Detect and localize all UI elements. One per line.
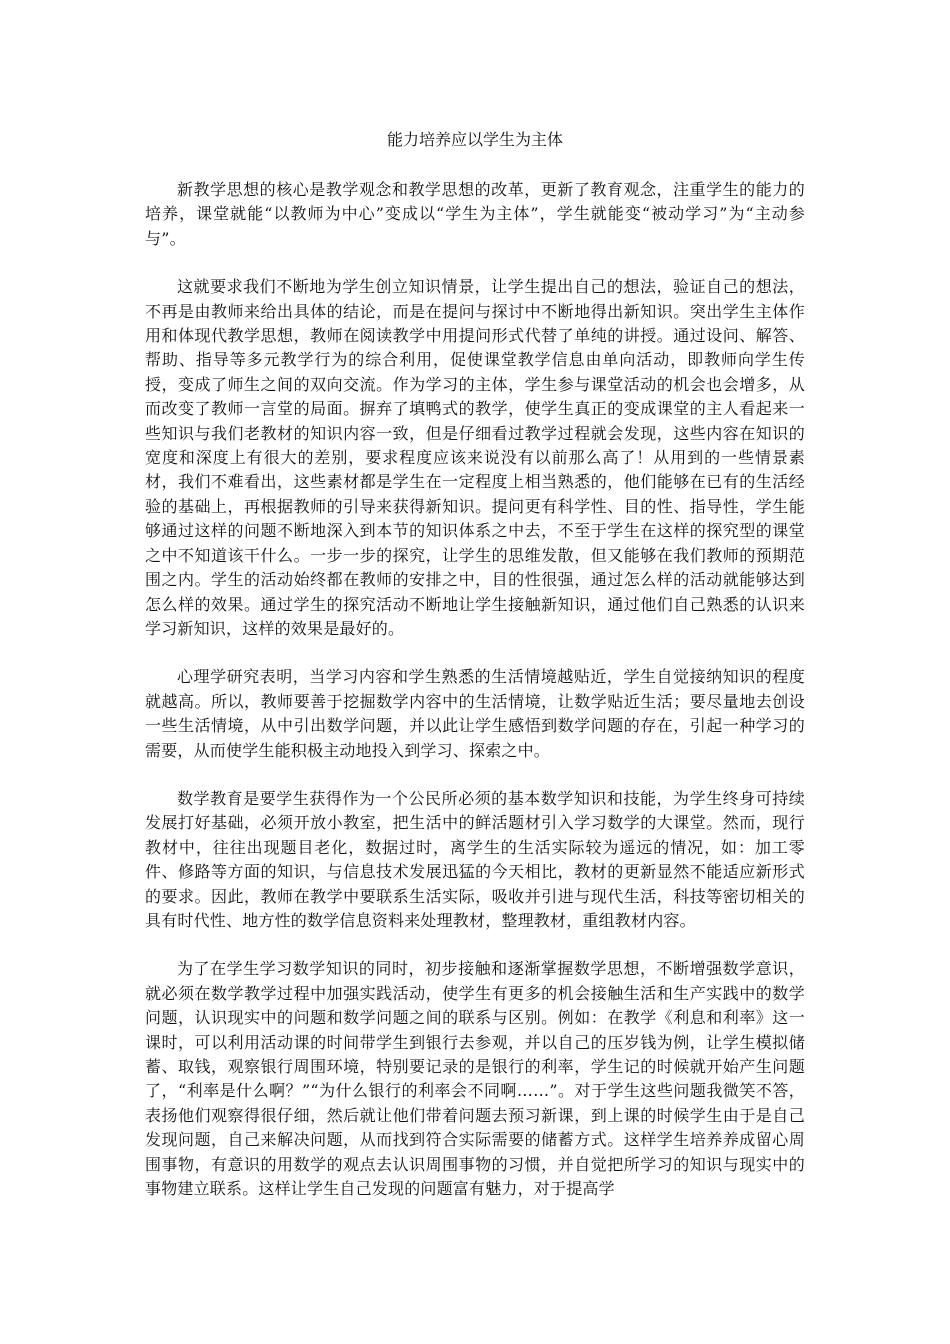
- paragraph-5: 为了在学生学习数学知识的同时，初步接触和逐渐掌握数学思想，不断增强数学意识，就必须在数学教学过程中加强实践活动，使学生有更多的机会接触生活和生产实践中的数学问题，认识现实中的问题和数学问题之间的联系与区别。例如：在教学《利息和利率》这一课时，可以利用活动课的时间带学生到银行去参观，并以自己的压岁钱为例，让学生模拟储蓄、取钱，观察银行周围环境，特别要记录的是银行的利率，学生记的时候就开始产生问题了，“利率是什么啊？”“为什么银行的利率会不同啊……”。对于学生这些问题我微笑不答，表扬他们观察得很仔细，然后就让他们带着问题去预习新课，到上课的时候学生由于是自己发现问题，自己来解决问题，从而找到符合实际需要的储蓄方式。这样学生培养养成留心周围事物，有意识的用数学的观点去认识周围事物的习惯，并自觉把所学习的知识与现实中的事物建立联系。这样让学生自己发现的问题富有魅力，对于提高学: [145, 959, 805, 1199]
- paragraph-2: 这就要求我们不断地为学生创立知识情景，让学生提出自己的想法，验证自己的想法，不再是由教师来给出具体的结论，而是在提问与探讨中不断地得出新知识。突出学生主体作用和体现代教学思想，教师在阅读教学中用提问形式代替了单纯的讲授。通过设问、解答、帮助、指导等多元教学行为的综合利用，促使课堂教学信息由单向活动，即教师向学生传授，变成了师生之间的双向交流。作为学习的主体，学生参与课堂活动的机会也会增多，从而改变了教师一言堂的局面。摒弃了填鸭式的教学，使学生真正的变成课堂的主人看起来一些知识与我们老教材的知识内容一致，但是仔细看过教学过程就会发现，这些内容在知识的宽度和深度上有很大的差别，要求程度应该来说没有以前那么高了！从用到的一些情景素材，我们不难看出，这些素材都是学生在一定程度上相当熟悉的，他们能够在已有的生活经验的基础上，再根据教师的引导来获得新知识。提问更有科学性、目的性、指导性，学生能够通过这样的问题不断地深入到本节的知识体系之中去，不至于学生在这样的探究型的课堂之中不知道该干什么。一步一步的探究，让学生的思维发散，但又能够在我们教师的预期范围之内。学生的活动始终都在教师的安排之中，目的性很强，通过怎么样的活动就能够达到怎么样的效果。通过学生的探究活动不断地让学生接触新知识，通过他们自己熟悉的认识来学习新知识，这样的效果是最好的。: [145, 277, 805, 638]
- paragraph-3: 心理学研究表明，当学习内容和学生熟悉的生活情境越贴近，学生自觉接纳知识的程度就越高。所以，教师要善于挖掘数学内容中的生活情境，让数学贴近生活；要尽量地去创设一些生活情境，从中引出数学问题，并以此让学生感悟到数学问题的存在，引起一种学习的需要，从而使学生能积极主动地投入到学习、探索之中。: [145, 667, 805, 760]
- document-title: 能力培养应以学生为主体: [386, 130, 563, 149]
- paragraph-1: 新教学思想的核心是教学观念和教学思想的改革，更新了教育观念，注重学生的能力的培养，课堂就能“以教师为中心”变成以“学生为主体”，学生就能变“被动学习”为“主动参与”。: [145, 180, 805, 248]
- document-body: [145, 178, 805, 1225]
- paragraph-4: 数学教育是要学生获得作为一个公民所必须的基本数学知识和技能，为学生终身可持续发展打好基础，必须开放小教室，把生活中的鲜活题材引入学习数学的大课堂。然而，现行教材中，往往出现题目老化，数据过时，离学生的生活实际较为遥远的情况，如：加工零件、修路等方面的知识，与信息技术发展迅猛的今天相比，教材的更新显然不能适应新形式的要求。因此，教师在教学中要联系生活实际，吸收并引进与现代生活，科技等密切相关的具有时代性、地方性的数学信息资料来处理教材，整理教材，重组教材内容。: [145, 788, 805, 930]
